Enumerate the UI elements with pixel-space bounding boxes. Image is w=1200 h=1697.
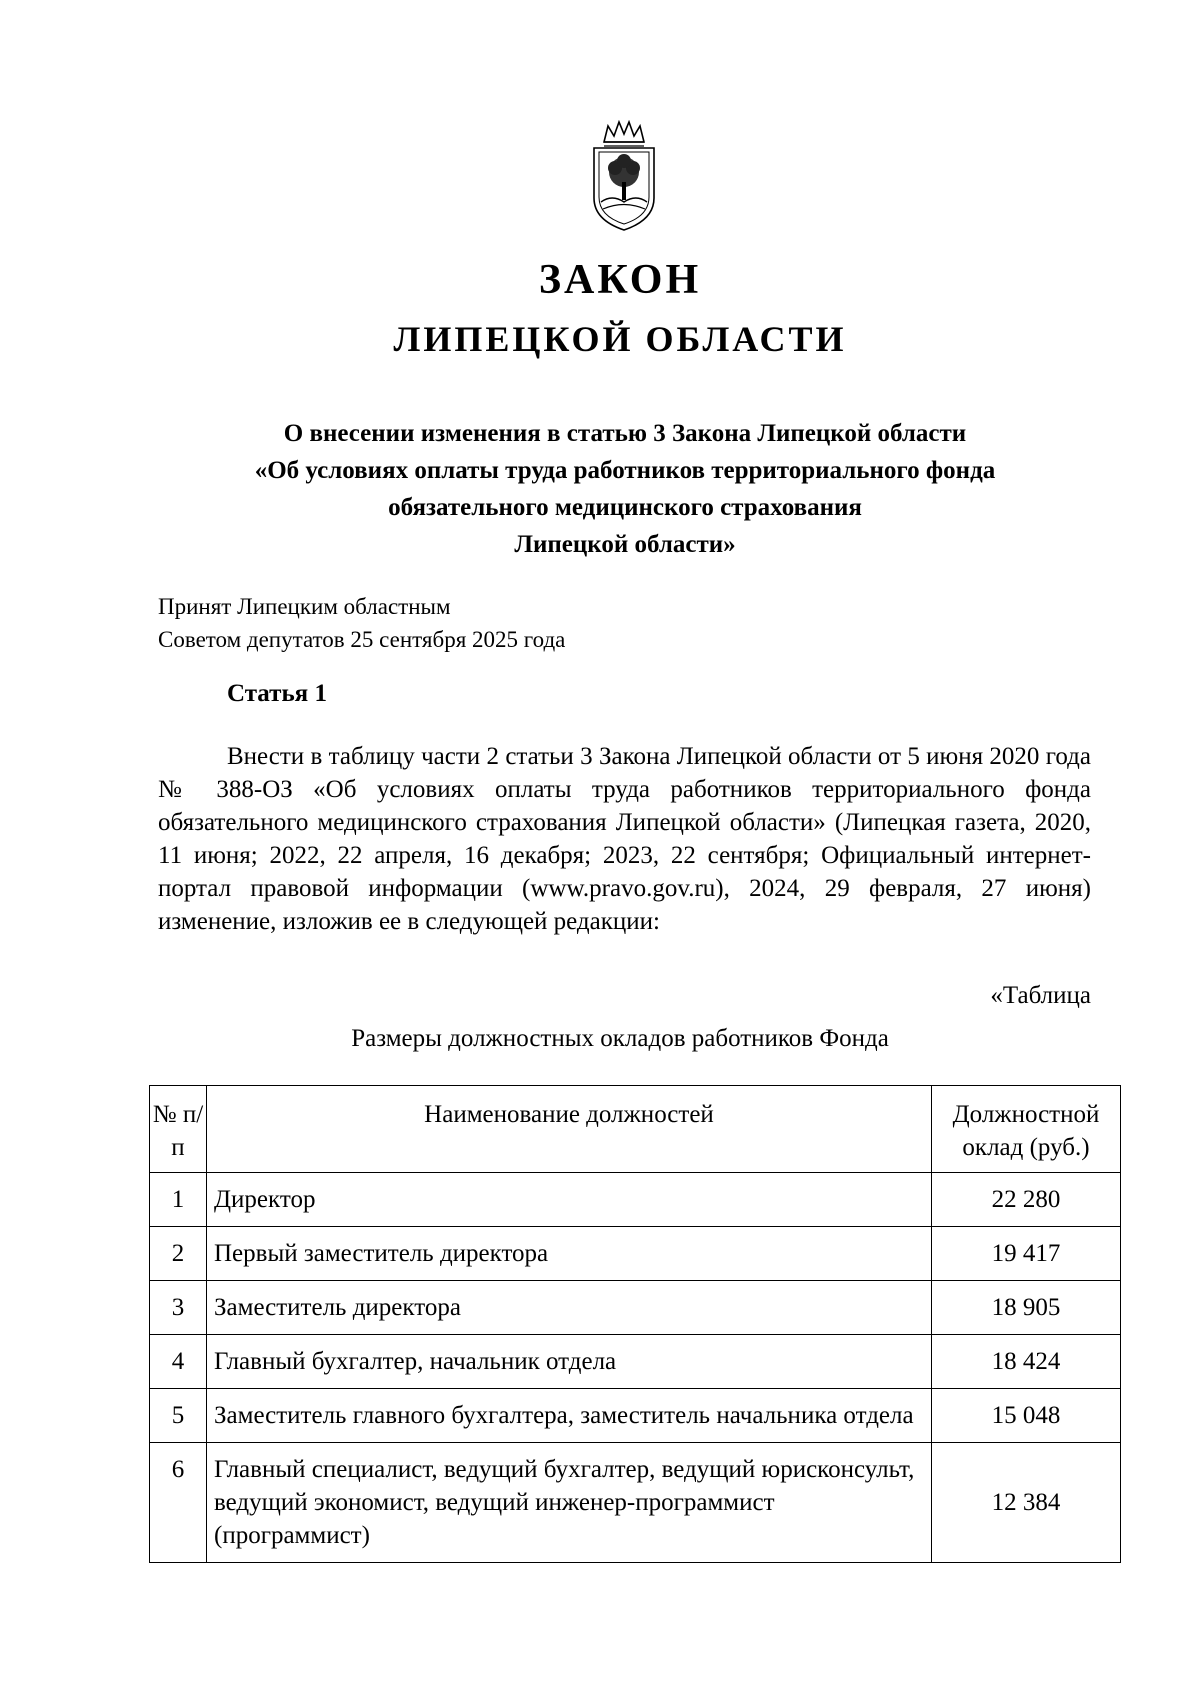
subject-line: О внесении изменения в статью 3 Закона Липецкой области: [283, 420, 967, 447]
row-salary: 18 905: [932, 1281, 1121, 1335]
table-label: «Таблица: [990, 982, 1091, 1009]
subject-line: обязательного медицинского страхования: [388, 494, 862, 521]
table-caption: Размеры должностных окладов работников Фонда: [351, 1025, 889, 1052]
law-region-title: ЛИПЕЦКОЙ ОБЛАСТИ: [393, 319, 847, 359]
row-position: Главный специалист, ведущий бухгалтер, ведущий юрисконсульт, ведущий экономист, ведущий инженер-программист (программист): [207, 1443, 932, 1563]
article-text: Внести в таблицу части 2 статьи 3 Закона Липецкой области от 5 июня 2020 года № 388-ОЗ «Об условиях оплаты труда работников территориального фонда обязательного медицинского страхования Липецкой области» (Липецкая газета, 2020, 11 июня; 2022, 22 апреля, 16 декабря; 2023, 22 сентября; Официальный интернет-портал правовой информации (www.pravo.gov.ru), 2024, 29 февраля, 27 июня) изменение, изложив ее в следующей редакции:: [158, 743, 1091, 935]
row-salary: 15 048: [932, 1389, 1121, 1443]
row-position: Заместитель директора: [207, 1281, 932, 1335]
table-row: [150, 1227, 1121, 1281]
table-row: [150, 1443, 1121, 1563]
table-header-row: [150, 1086, 1121, 1173]
header-salary: Должностной оклад (руб.): [932, 1086, 1121, 1173]
header-num: № п/п: [150, 1086, 207, 1173]
row-salary: 18 424: [932, 1335, 1121, 1389]
row-num: 6: [150, 1443, 207, 1563]
row-position: Первый заместитель директора: [207, 1227, 932, 1281]
article-heading: Статья 1: [227, 680, 327, 707]
table-row: [150, 1389, 1121, 1443]
row-salary: 19 417: [932, 1227, 1121, 1281]
row-num: 4: [150, 1335, 207, 1389]
row-position: Главный бухгалтер, начальник отдела: [207, 1335, 932, 1389]
subject-line: Липецкой области»: [514, 531, 736, 558]
adoption-line: Советом депутатов 25 сентября 2025 года: [158, 627, 566, 652]
salary-table: [149, 1085, 1121, 1563]
row-num: 1: [150, 1173, 207, 1227]
row-num: 3: [150, 1281, 207, 1335]
header-position: Наименование должностей: [207, 1086, 932, 1173]
adoption-line: Принят Липецким областным: [158, 594, 451, 619]
lipetsk-coat-of-arms-icon: [586, 120, 662, 232]
law-subject: [160, 415, 1090, 563]
row-position: Директор: [207, 1173, 932, 1227]
subject-line: «Об условиях оплаты труда работников территориального фонда: [254, 457, 996, 484]
row-salary: 22 280: [932, 1173, 1121, 1227]
table-row: [150, 1173, 1121, 1227]
law-title: ЗАКОН: [538, 257, 702, 303]
table-row: [150, 1335, 1121, 1389]
row-num: 2: [150, 1227, 207, 1281]
table-row: [150, 1281, 1121, 1335]
row-salary: 12 384: [932, 1443, 1121, 1563]
row-position: Заместитель главного бухгалтера, заместитель начальника отдела: [207, 1389, 932, 1443]
row-num: 5: [150, 1389, 207, 1443]
adoption-note: [158, 590, 565, 656]
